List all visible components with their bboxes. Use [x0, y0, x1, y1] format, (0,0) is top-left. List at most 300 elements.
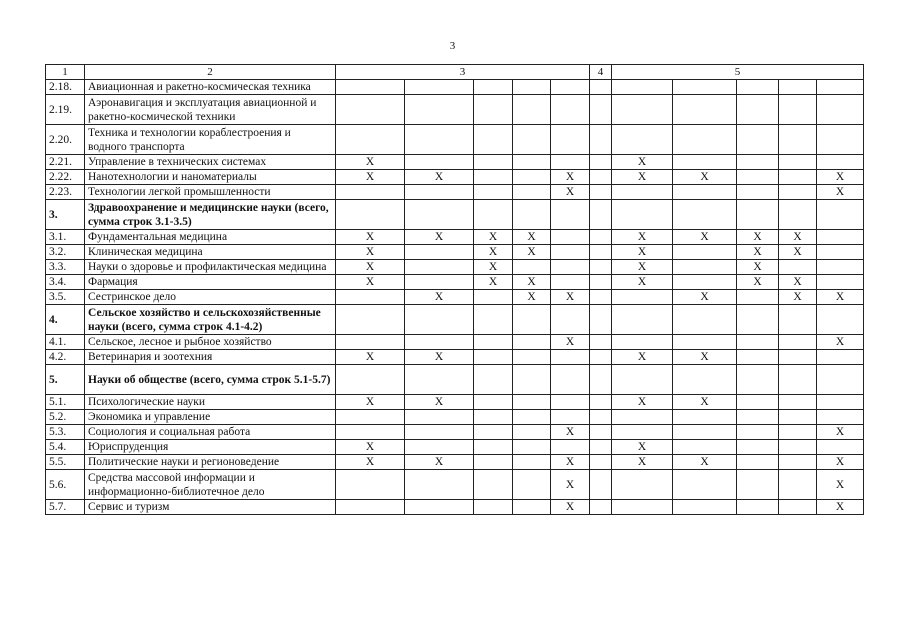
mark-cell	[551, 245, 590, 260]
mark-cell	[673, 440, 737, 455]
mark-cell: X	[336, 455, 405, 470]
mark-cell	[673, 80, 737, 95]
mark-cell	[405, 425, 474, 440]
mark-cell	[737, 80, 779, 95]
table-row	[46, 125, 864, 155]
header-col-1: 1	[46, 65, 85, 80]
row-name: Социология и социальная работа	[85, 425, 336, 440]
mark-cell: X	[817, 455, 864, 470]
mark-cell	[405, 410, 474, 425]
mark-cell: X	[817, 500, 864, 515]
mark-cell: X	[612, 170, 673, 185]
mark-cell	[513, 155, 551, 170]
mark-cell: X	[405, 290, 474, 305]
mark-cell: X	[551, 170, 590, 185]
mark-cell: X	[612, 155, 673, 170]
mark-cell	[474, 125, 513, 155]
mark-cell	[612, 335, 673, 350]
mark-cell: X	[336, 155, 405, 170]
mark-cell	[779, 200, 817, 230]
row-number: 5.5.	[46, 455, 85, 470]
row-number: 3.1.	[46, 230, 85, 245]
row-number: 3.4.	[46, 275, 85, 290]
mark-cell: X	[474, 275, 513, 290]
mark-cell	[336, 305, 405, 335]
mark-cell	[513, 425, 551, 440]
mark-cell: X	[673, 230, 737, 245]
mark-cell	[817, 365, 864, 395]
mark-cell	[612, 95, 673, 125]
mark-cell: X	[612, 245, 673, 260]
mark-cell	[779, 80, 817, 95]
mark-cell	[673, 185, 737, 200]
table-row	[46, 245, 864, 260]
mark-cell: X	[405, 230, 474, 245]
mark-cell	[551, 80, 590, 95]
mark-cell	[474, 155, 513, 170]
row-name: Политические науки и регионоведение	[85, 455, 336, 470]
mark-cell	[612, 305, 673, 335]
mark-cell	[779, 170, 817, 185]
mark-cell	[405, 80, 474, 95]
row-number: 5.1.	[46, 395, 85, 410]
mark-cell: X	[405, 350, 474, 365]
row-number: 5.6.	[46, 470, 85, 500]
mark-cell	[590, 305, 612, 335]
row-name: Юриспруденция	[85, 440, 336, 455]
mark-cell	[551, 350, 590, 365]
row-name: Авиационная и ракетно-космическая техника	[85, 80, 336, 95]
mark-cell	[590, 275, 612, 290]
row-name: Управление в технических системах	[85, 155, 336, 170]
row-number: 2.22.	[46, 170, 85, 185]
mark-cell	[405, 305, 474, 335]
mark-cell: X	[405, 170, 474, 185]
mark-cell: X	[817, 290, 864, 305]
mark-cell	[590, 500, 612, 515]
mark-cell	[590, 125, 612, 155]
table-row	[46, 365, 864, 395]
mark-cell	[673, 305, 737, 335]
mark-cell	[612, 500, 673, 515]
header-col-3: 3	[336, 65, 590, 80]
table-row	[46, 395, 864, 410]
mark-cell	[673, 335, 737, 350]
mark-cell: X	[612, 260, 673, 275]
mark-cell: X	[513, 275, 551, 290]
mark-cell	[513, 365, 551, 395]
mark-cell	[336, 95, 405, 125]
mark-cell: X	[336, 245, 405, 260]
mark-cell	[474, 350, 513, 365]
mark-cell	[673, 155, 737, 170]
mark-cell	[513, 440, 551, 455]
table-row	[46, 350, 864, 365]
mark-cell	[737, 95, 779, 125]
mark-cell	[405, 335, 474, 350]
mark-cell	[513, 200, 551, 230]
mark-cell	[336, 470, 405, 500]
mark-cell	[817, 200, 864, 230]
mark-cell: X	[779, 245, 817, 260]
row-name: Нанотехнологии и наноматериалы	[85, 170, 336, 185]
table-row	[46, 305, 864, 335]
mark-cell	[779, 440, 817, 455]
mark-cell: X	[474, 245, 513, 260]
mark-cell	[817, 350, 864, 365]
mark-cell	[513, 95, 551, 125]
mark-cell	[673, 200, 737, 230]
mark-cell: X	[513, 230, 551, 245]
table-row	[46, 275, 864, 290]
mark-cell	[779, 185, 817, 200]
mark-cell: X	[336, 395, 405, 410]
mark-cell	[336, 290, 405, 305]
mark-cell: X	[551, 455, 590, 470]
mark-cell: X	[336, 275, 405, 290]
mark-cell	[737, 440, 779, 455]
mark-cell	[612, 425, 673, 440]
mark-cell	[737, 470, 779, 500]
row-name: Фундаментальная медицина	[85, 230, 336, 245]
mark-cell	[612, 470, 673, 500]
mark-cell	[474, 425, 513, 440]
header-col-5: 5	[612, 65, 864, 80]
mark-cell: X	[336, 230, 405, 245]
table-row	[46, 440, 864, 455]
table-row	[46, 410, 864, 425]
page-number: 3	[449, 40, 456, 52]
mark-cell	[336, 80, 405, 95]
mark-cell	[612, 410, 673, 425]
mark-cell	[551, 440, 590, 455]
mark-cell	[336, 125, 405, 155]
row-number: 5.7.	[46, 500, 85, 515]
mark-cell	[779, 425, 817, 440]
mark-cell: X	[673, 290, 737, 305]
mark-cell	[551, 260, 590, 275]
mark-cell: X	[612, 455, 673, 470]
mark-cell: X	[673, 170, 737, 185]
table-row	[46, 200, 864, 230]
mark-cell	[737, 335, 779, 350]
mark-cell	[590, 80, 612, 95]
row-number: 5.	[46, 365, 85, 395]
mark-cell	[673, 410, 737, 425]
mark-cell: X	[612, 275, 673, 290]
mark-cell	[737, 410, 779, 425]
mark-cell	[817, 245, 864, 260]
table-row	[46, 80, 864, 95]
mark-cell	[779, 335, 817, 350]
row-name: Науки о здоровье и профилактическая медицина	[85, 260, 336, 275]
mark-cell	[737, 500, 779, 515]
mark-cell	[673, 365, 737, 395]
mark-cell: X	[673, 455, 737, 470]
row-number: 2.23.	[46, 185, 85, 200]
mark-cell	[513, 470, 551, 500]
mark-cell: X	[737, 260, 779, 275]
mark-cell	[551, 395, 590, 410]
mark-cell	[817, 260, 864, 275]
row-name: Клиническая медицина	[85, 245, 336, 260]
mark-cell	[737, 200, 779, 230]
mark-cell	[779, 125, 817, 155]
mark-cell	[590, 335, 612, 350]
mark-cell	[737, 365, 779, 395]
mark-cell	[612, 125, 673, 155]
mark-cell	[817, 155, 864, 170]
row-name: Технологии легкой промышленности	[85, 185, 336, 200]
mark-cell	[405, 275, 474, 290]
mark-cell: X	[817, 425, 864, 440]
mark-cell	[405, 245, 474, 260]
header-row	[46, 65, 864, 80]
row-name: Аэронавигация и эксплуатация авиационной и ракетно-космической техники	[85, 95, 336, 125]
mark-cell: X	[673, 395, 737, 410]
mark-cell	[779, 350, 817, 365]
mark-cell: X	[336, 260, 405, 275]
mark-cell: X	[551, 185, 590, 200]
mark-cell	[513, 350, 551, 365]
mark-cell	[612, 200, 673, 230]
mark-cell	[779, 305, 817, 335]
mark-cell	[590, 440, 612, 455]
row-number: 3.	[46, 200, 85, 230]
mark-cell	[590, 350, 612, 365]
mark-cell: X	[551, 335, 590, 350]
mark-cell	[673, 470, 737, 500]
mark-cell	[513, 500, 551, 515]
mark-cell	[551, 410, 590, 425]
mark-cell: X	[779, 290, 817, 305]
mark-cell	[817, 125, 864, 155]
mark-cell	[590, 260, 612, 275]
mark-cell	[405, 155, 474, 170]
row-name: Фармация	[85, 275, 336, 290]
table-row	[46, 500, 864, 515]
mark-cell	[405, 95, 474, 125]
row-name: Сельское хозяйство и сельскохозяйственные науки (всего, сумма строк 4.1-4.2)	[85, 305, 336, 335]
mark-cell	[336, 365, 405, 395]
table-row	[46, 230, 864, 245]
row-number: 5.3.	[46, 425, 85, 440]
mark-cell	[336, 425, 405, 440]
mark-cell	[590, 155, 612, 170]
row-number: 2.21.	[46, 155, 85, 170]
mark-cell	[590, 185, 612, 200]
mark-cell	[590, 410, 612, 425]
row-number: 5.2.	[46, 410, 85, 425]
table-row	[46, 470, 864, 500]
table-row	[46, 185, 864, 200]
mark-cell	[513, 395, 551, 410]
mark-cell	[590, 455, 612, 470]
mark-cell	[474, 335, 513, 350]
mark-cell	[590, 290, 612, 305]
mark-cell: X	[817, 170, 864, 185]
row-number: 2.20.	[46, 125, 85, 155]
mark-cell	[737, 185, 779, 200]
mark-cell	[737, 170, 779, 185]
table-row	[46, 260, 864, 275]
mark-cell	[779, 395, 817, 410]
row-number: 5.4.	[46, 440, 85, 455]
mark-cell	[474, 290, 513, 305]
mark-cell	[474, 170, 513, 185]
row-name: Средства массовой информации и информационно-библиотечное дело	[85, 470, 336, 500]
mark-cell	[673, 260, 737, 275]
mark-cell: X	[474, 260, 513, 275]
mark-cell: X	[612, 230, 673, 245]
mark-cell: X	[405, 455, 474, 470]
mark-cell: X	[779, 230, 817, 245]
mark-cell	[590, 95, 612, 125]
mark-cell	[551, 200, 590, 230]
mark-cell	[513, 125, 551, 155]
mark-cell	[817, 410, 864, 425]
mark-cell	[336, 500, 405, 515]
row-name: Экономика и управление	[85, 410, 336, 425]
mark-cell: X	[336, 440, 405, 455]
row-name: Здравоохранение и медицинские науки (всего, сумма строк 3.1-3.5)	[85, 200, 336, 230]
mark-cell	[779, 365, 817, 395]
row-name: Ветеринария и зоотехния	[85, 350, 336, 365]
mark-cell	[405, 500, 474, 515]
mark-cell	[551, 95, 590, 125]
mark-cell	[590, 200, 612, 230]
mark-cell	[612, 185, 673, 200]
table-row	[46, 290, 864, 305]
mark-cell	[590, 470, 612, 500]
mark-cell	[737, 395, 779, 410]
mark-cell	[474, 395, 513, 410]
mark-cell	[737, 155, 779, 170]
mark-cell	[336, 335, 405, 350]
mark-cell	[474, 455, 513, 470]
mark-cell: X	[737, 230, 779, 245]
mark-cell	[336, 410, 405, 425]
mark-cell: X	[817, 185, 864, 200]
mark-cell	[474, 80, 513, 95]
mark-cell	[474, 500, 513, 515]
mark-cell: X	[336, 350, 405, 365]
mark-cell	[817, 305, 864, 335]
mark-cell	[737, 305, 779, 335]
row-name: Сельское, лесное и рыбное хозяйство	[85, 335, 336, 350]
mark-cell: X	[612, 440, 673, 455]
mark-cell	[673, 245, 737, 260]
mark-cell	[673, 425, 737, 440]
mark-cell	[513, 260, 551, 275]
mark-cell: X	[513, 290, 551, 305]
mark-cell	[590, 245, 612, 260]
mark-cell	[590, 425, 612, 440]
mark-cell: X	[336, 170, 405, 185]
mark-cell	[551, 275, 590, 290]
mark-cell: X	[673, 350, 737, 365]
mark-cell	[474, 305, 513, 335]
mark-cell	[590, 170, 612, 185]
mark-cell	[474, 200, 513, 230]
mark-cell	[474, 470, 513, 500]
mark-cell	[673, 500, 737, 515]
mark-cell: X	[405, 395, 474, 410]
mark-cell	[405, 365, 474, 395]
mark-cell: X	[551, 290, 590, 305]
table-row	[46, 425, 864, 440]
mark-cell	[612, 365, 673, 395]
mark-cell: X	[612, 395, 673, 410]
mark-cell	[779, 455, 817, 470]
mark-cell	[673, 275, 737, 290]
row-name: Техника и технологии кораблестроения и водного транспорта	[85, 125, 336, 155]
mark-cell	[551, 365, 590, 395]
mark-cell: X	[551, 425, 590, 440]
mark-cell	[474, 185, 513, 200]
mark-cell	[405, 470, 474, 500]
mark-cell	[474, 440, 513, 455]
mark-cell: X	[817, 335, 864, 350]
mark-cell: X	[737, 245, 779, 260]
row-name: Сервис и туризм	[85, 500, 336, 515]
mark-cell	[737, 125, 779, 155]
mark-cell	[336, 185, 405, 200]
mark-cell	[551, 125, 590, 155]
mark-cell: X	[817, 470, 864, 500]
mark-cell	[590, 395, 612, 410]
mark-cell	[405, 260, 474, 275]
header-col-2: 2	[85, 65, 336, 80]
mark-cell	[817, 440, 864, 455]
row-number: 2.18.	[46, 80, 85, 95]
mark-cell	[513, 335, 551, 350]
mark-cell	[405, 440, 474, 455]
mark-cell	[405, 185, 474, 200]
mark-cell	[513, 305, 551, 335]
mark-cell	[779, 470, 817, 500]
mark-cell	[513, 80, 551, 95]
mark-cell	[336, 200, 405, 230]
mark-cell	[817, 80, 864, 95]
mark-cell	[612, 290, 673, 305]
row-number: 2.19.	[46, 95, 85, 125]
mark-cell: X	[551, 470, 590, 500]
mark-cell: X	[779, 275, 817, 290]
mark-cell	[817, 230, 864, 245]
mark-cell	[551, 305, 590, 335]
mark-cell	[474, 365, 513, 395]
mark-cell	[405, 200, 474, 230]
mark-cell	[513, 185, 551, 200]
mark-cell: X	[737, 275, 779, 290]
mark-cell	[817, 95, 864, 125]
row-number: 3.3.	[46, 260, 85, 275]
mark-cell	[779, 260, 817, 275]
table-row	[46, 335, 864, 350]
mark-cell	[737, 290, 779, 305]
mark-cell	[551, 230, 590, 245]
mark-cell	[779, 410, 817, 425]
row-number: 3.5.	[46, 290, 85, 305]
table-row	[46, 455, 864, 470]
mark-cell	[590, 365, 612, 395]
mark-cell	[817, 275, 864, 290]
row-number: 4.	[46, 305, 85, 335]
row-number: 4.1.	[46, 335, 85, 350]
mark-cell	[779, 155, 817, 170]
mark-cell	[817, 395, 864, 410]
